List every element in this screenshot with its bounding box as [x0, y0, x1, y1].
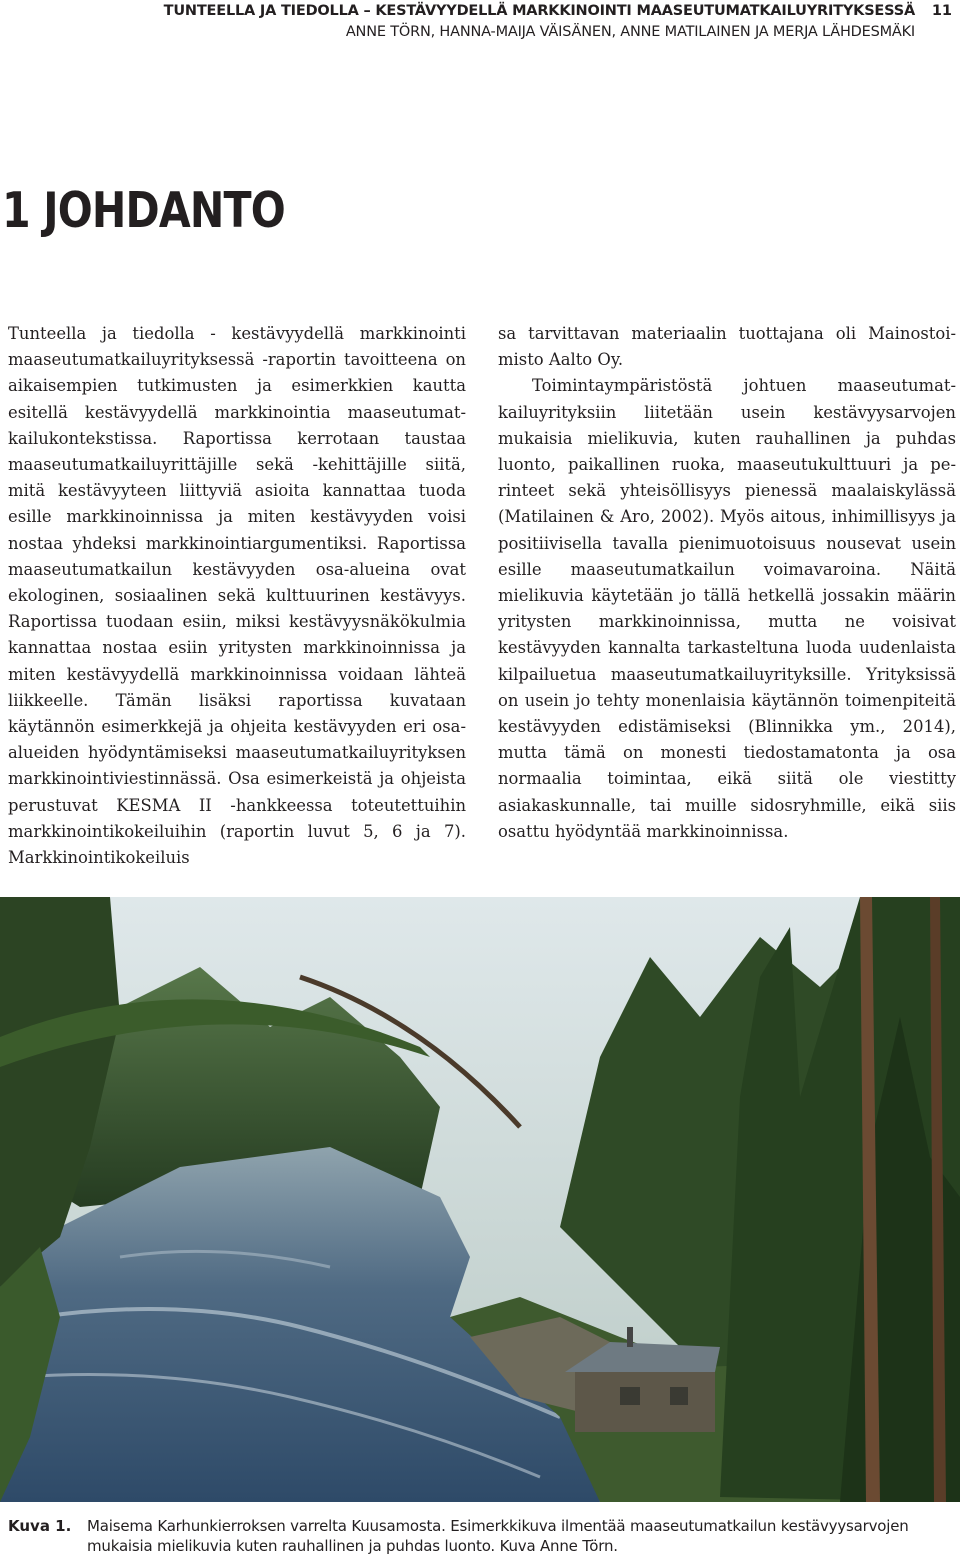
- body-column-left: [8, 321, 466, 871]
- body-column-right: [498, 321, 956, 845]
- body-paragraph: Tunteella ja tiedolla - kestävyydellä markkinointi maaseutumatkailuyrityksessä -raportin tavoitteena on aikaisempien tutkimusten ja esimerkkien kautta esitellä kestävyydellä markkinointia maaseutumatkailukontekstissa. Raportissa kerrotaan taustaa maaseutumatkailuyrittäjille sekä -kehittäjille siitä, mitä kestävyyteen liittyviä asioita kannattaa tuoda esille markkinoinnissa ja miten kestävyyden voisi nostaa yhdeksi markkinointiargumentiksi. Raportissa maaseutumatkailun kestävyyden osa-alueina ovat ekologinen, sosiaalinen sekä kulttuurinen kestävyys. Raportissa tuodaan esiin, miksi kestävyysnäkökulmia kannattaa nostaa esiin yritysten markkinoinnissa ja miten kestävyydellä markkinoinnissa voidaan lähteä liikkeelle. Tämän lisäksi raportissa kuvataan käytännön esimerkkejä ja ohjeita kestävyyden eri osa-alueiden hyödyntämiseksi maaseutumatkailuyrityksen markkinointiviestinnässä. Osa esimerkeistä ja ohjeista perustuvat KESMA II -hankkeessa toteutettuihin markkinointikokeiluihin (raportin luvut 5, 6 ja 7). Markkinointikokeiluis: [8, 324, 466, 868]
- figure-caption-text: Maisema Karhunkierroksen varrelta Kuusamosta. Esimerkkikuva ilmentää maaseutumatkailun kestävyysarvojen mukaisia mielikuvia kuten rauhallinen ja puhdas luonto. Kuva Anne Törn.: [87, 1517, 909, 1555]
- figure-label: Kuva 1.: [8, 1517, 72, 1535]
- running-head-title: TUNTEELLA JA TIEDOLLA – KESTÄVYYDELLÄ MARKKINOINTI MAASEUTUMATKAILUYRITYKSESSÄ: [163, 3, 915, 19]
- running-head: [0, 0, 960, 50]
- chapter-title: 1 JOHDANTO: [2, 182, 285, 239]
- body-paragraph: sa tarvittavan materiaalin tuottajana oli Mainostoimisto Aalto Oy.: [498, 324, 956, 370]
- page-number: 11: [931, 3, 952, 19]
- body-paragraph: Toimintaympäristöstä johtuen maaseutumatkailuyrityksiin liitetään usein kestävyysarvojen mukaisia mielikuvia, kuten rauhallinen ja puhdas luonto, paikallinen ruoka, maaseutukulttuuri ja perinteet sekä yhteisöllisyys pienessä maalaiskylässä (Matilainen & Aro, 2002). Myös aitous, inhimillisyys ja positiivisella tavalla pienimuotoisuus nousevat usein esille maaseutumatkailun voimavaroina. Näitä mielikuvia käytetään jo tällä hetkellä jossakin määrin yritysten markkinoinnissa, mutta ne voisivat kestävyyden kannalta tarkasteltuna luoda uudenlaista kilpailuetua maaseutumatkailuyrityksille. Yrityksissä on usein jo tehty monenlaisia käytännön toimenpiteitä kestävyyden edistämiseksi (Blinnikka ym., 2014), mutta tämä on monesti tiedostamatonta ja osa normaalia toimintaa, eikä siitä ole viestitty asiakaskunnalle, tai muille sidosryhmille, eikä siis osattu hyödyntää markkinoinnissa.: [498, 376, 956, 841]
- landscape-photo: [0, 897, 960, 1502]
- running-head-authors: ANNE TÖRN, HANNA-MAIJA VÄISÄNEN, ANNE MATILAINEN JA MERJA LÄHDESMÄKI: [345, 24, 915, 40]
